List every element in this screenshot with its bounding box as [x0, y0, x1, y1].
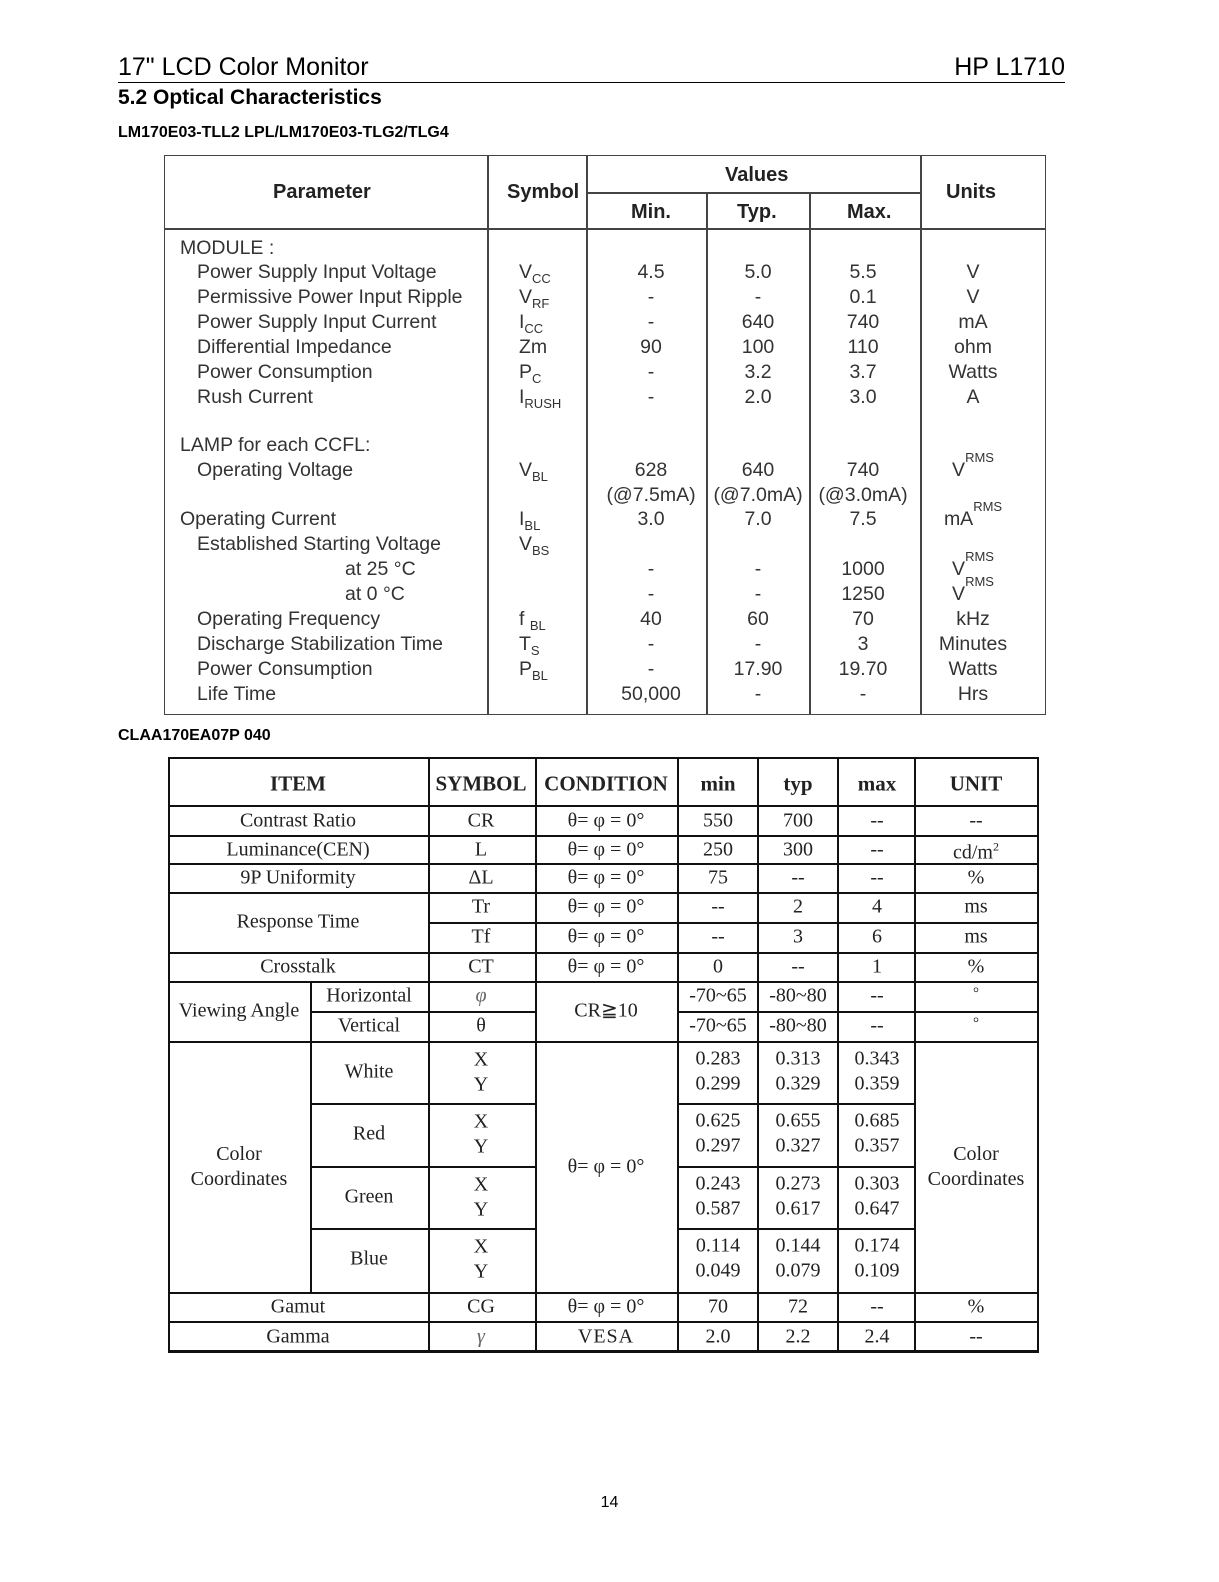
unit-cell: %: [967, 1295, 985, 1318]
parameter-cell: at 25 °C: [345, 558, 416, 580]
min-cell: --: [711, 895, 725, 918]
item-contrast-ratio: Contrast Ratio: [239, 809, 357, 832]
max-y-cell: 0.109: [854, 1259, 900, 1282]
symbol-cell: Zm: [519, 336, 548, 358]
max-cell: 6: [872, 925, 882, 948]
optical-table-lpl: Parameter Symbol Values Min. Typ. Max. Units MODULE : Power Supply Input Voltage $V_{CC}$ 4.5 5.0 5.5 V Permissive Power Input Ripple $V_{RF}$ - - 0.1 V Power Supply Input Current $I_{CC}$ - 640 740 mA Differential Impedance Zm 90 100 110 ohm Power Consumption $P_C$ - 3.2 3.7 Watts Rush Current $I_{RUSH}$ - 2.0 3.0 A LAMP for each CCFL: Operating Voltage $V_{BL}$ 628 640 740 V RMS (@7.5mA) (@7.0mA) (@3.0mA) Operating Current $I_{BL}$ 3.0 7.0 7.5 mA RMS Established Starting Voltage $V_{BS}$ at 25 °C - - 1000 V RMS at 0 °C - - 1250 V RMS Operating Frequency f $_{BL}$ 40 60 70 kHz Discharge Stabilization Time $T_S$ - - 3 Minutes Power Consumption $P_{BL}$ - 17.90 19.70 Watts Life Time 50,000 - - Hrs: [164, 155, 1046, 715]
max-y-cell: 0.359: [854, 1072, 900, 1095]
symbol-cell: $P_C$: [519, 361, 542, 386]
header-symbol: SYMBOL: [435, 771, 527, 796]
typ-cell: --: [791, 955, 805, 978]
symbol-cell: CT: [468, 955, 494, 978]
page-number: 14: [600, 1494, 619, 1511]
header-typ: typ: [783, 771, 813, 796]
sub-item-horizontal: Horizontal: [326, 984, 412, 1007]
min-cell: --: [711, 925, 725, 948]
min-y-cell: 0.299: [695, 1072, 741, 1095]
condition-cell: θ= φ = 0°: [567, 809, 645, 832]
symbol-y: Y: [473, 1198, 489, 1221]
min-cell: 70: [708, 1295, 728, 1318]
unit-cell: °: [973, 985, 979, 1002]
condition-cell: θ= φ = 0°: [567, 866, 645, 889]
min-cell: 550: [703, 809, 733, 832]
parameter-cell: Discharge Stabilization Time: [197, 633, 444, 655]
condition-cell: θ= φ = 0°: [567, 895, 645, 918]
min-y-cell: 0.049: [695, 1259, 741, 1282]
max-cell: 4: [872, 895, 882, 918]
min-x-cell: 0.243: [695, 1172, 741, 1195]
max-cell: --: [870, 984, 884, 1007]
typ-y-cell: 0.617: [775, 1197, 821, 1220]
item-crosstalk: Crosstalk: [260, 955, 336, 978]
unit-cell: $cd/m^2$: [953, 839, 999, 864]
min-cell: -70~65: [689, 1014, 747, 1037]
symbol-cell: $V_{CC}$: [519, 261, 551, 286]
header-max: max: [857, 771, 897, 796]
symbol-x: X: [473, 1173, 489, 1196]
parameter-cell: at 0 °C: [345, 583, 405, 605]
min-x-cell: 0.283: [695, 1047, 741, 1070]
typ-y-cell: 0.327: [775, 1134, 821, 1157]
symbol-x: X: [473, 1235, 489, 1258]
parameter-cell: Power Consumption: [197, 658, 373, 680]
color-label-blue: Blue: [350, 1247, 388, 1270]
symbol-cell: f $_{BL}$: [519, 608, 546, 633]
unit-cell: --: [969, 809, 983, 832]
symbol-cell: ΔL: [468, 866, 494, 889]
color-label-white: White: [344, 1060, 394, 1083]
max-cell: --: [870, 1014, 884, 1037]
item-gamma: Gamma: [266, 1325, 330, 1348]
symbol-cell: CG: [467, 1295, 495, 1318]
parameter-cell: Power Supply Input Voltage: [197, 261, 437, 283]
item-gamut: Gamut: [270, 1295, 326, 1318]
typ-y-cell: 0.079: [775, 1259, 821, 1282]
header-condition: CONDITION: [544, 771, 668, 796]
symbol-cell: $I_{CC}$: [519, 311, 544, 336]
max-x-cell: 0.343: [854, 1047, 900, 1070]
header-min: Min.: [631, 201, 671, 223]
item-response-time: Response Time: [236, 910, 360, 933]
typ-x-cell: 0.144: [775, 1234, 821, 1257]
condition-cell: θ= φ = 0°: [567, 955, 645, 978]
page-header: [118, 52, 1065, 83]
header-values: Values: [725, 164, 789, 186]
symbol-cell: $I_{BL}$: [519, 508, 541, 533]
symbol-cell: Tf: [471, 925, 491, 948]
parameter-cell: LAMP for each CCFL:: [180, 434, 371, 456]
max-x-cell: 0.303: [854, 1172, 900, 1195]
typ-cell: 72: [788, 1295, 808, 1318]
symbol-x: X: [473, 1048, 489, 1071]
typ-cell: -80~80: [769, 984, 827, 1007]
section-title: 5.2 Optical Characteristics: [118, 86, 382, 109]
typ-x-cell: 0.313: [775, 1047, 821, 1070]
min-cell: -70~65: [689, 984, 747, 1007]
typ-cell: 3: [793, 925, 803, 948]
unit-cell: ms: [964, 895, 988, 918]
symbol-cell: Tr: [471, 895, 491, 918]
condition-cell: VESA: [577, 1325, 635, 1348]
symbol-cell: θ: [476, 1014, 486, 1037]
table2-caption: CLAA170EA07P 040: [118, 727, 271, 744]
item-uniformity: 9P Uniformity: [240, 866, 356, 889]
header-symbol: Symbol: [507, 181, 580, 203]
max-cell: --: [870, 809, 884, 832]
typ-cell: --: [791, 866, 805, 889]
symbol-cell: $T_S$: [519, 633, 540, 658]
min-cell: 2.0: [705, 1325, 731, 1348]
min-x-cell: 0.625: [695, 1109, 741, 1132]
condition-cell: θ= φ = 0°: [567, 925, 645, 948]
symbol-cell: $I_{RUSH}$: [519, 386, 562, 411]
condition-cell: θ= φ = 0°: [567, 1155, 645, 1178]
max-x-cell: 0.174: [854, 1234, 900, 1257]
parameter-cell: Operating Current: [180, 508, 337, 530]
parameter-cell: Operating Voltage: [197, 459, 354, 481]
min-cell: 0: [713, 955, 723, 978]
header-typ: Typ.: [737, 201, 777, 223]
item-luminance: Luminance(CEN): [226, 838, 370, 861]
min-y-cell: 0.297: [695, 1134, 741, 1157]
unit-cell: ms: [964, 925, 988, 948]
symbol-cell: φ: [475, 984, 487, 1007]
parameter-cell: Established Starting Voltage: [197, 533, 441, 555]
typ-cell: 2: [793, 895, 803, 918]
header-min: min: [700, 771, 736, 796]
condition-cell: CR≧10: [574, 999, 638, 1022]
parameter-cell: Differential Impedance: [197, 336, 392, 358]
max-y-cell: 0.357: [854, 1134, 900, 1157]
parameter-cell: Life Time: [197, 683, 277, 705]
header-unit: UNIT: [949, 771, 1003, 796]
min-y-cell: 0.587: [695, 1197, 741, 1220]
symbol-cell: $V_{BS}$: [519, 533, 550, 558]
unit-cell: %: [967, 955, 985, 978]
unit-color-coordinates: Color Coordinates: [927, 1143, 1025, 1190]
sub-item-vertical: Vertical: [337, 1014, 401, 1037]
typ-cell: 300: [783, 838, 813, 861]
symbol-y: Y: [473, 1260, 489, 1283]
min-cell: 75: [708, 866, 728, 889]
max-cell: --: [870, 866, 884, 889]
symbol-cell: CR: [467, 809, 495, 832]
symbol-y: Y: [473, 1135, 489, 1158]
optical-table-claa: [168, 757, 1039, 1352]
min-cell: 250: [703, 838, 733, 861]
parameter-cell: Permissive Power Input Ripple: [197, 286, 463, 308]
symbol-cell: $V_{BL}$: [519, 459, 548, 484]
symbol-x: X: [473, 1110, 489, 1133]
min-x-cell: 0.114: [695, 1234, 741, 1257]
max-cell: --: [870, 1295, 884, 1318]
symbol-cell: $P_{BL}$: [519, 658, 548, 683]
symbol-cell: L: [474, 838, 488, 861]
unit-cell: °: [973, 1015, 979, 1032]
parameter-cell: Rush Current: [197, 386, 313, 408]
color-label-red: Red: [352, 1122, 386, 1145]
max-cell: --: [870, 838, 884, 861]
condition-cell: θ= φ = 0°: [567, 838, 645, 861]
header-parameter: Parameter: [273, 181, 371, 203]
typ-cell: 700: [783, 809, 813, 832]
parameter-cell: Power Consumption: [197, 361, 373, 383]
header-max: Max.: [847, 201, 892, 223]
unit-cell: --: [969, 1325, 983, 1348]
max-y-cell: 0.647: [854, 1197, 900, 1220]
typ-cell: -80~80: [769, 1014, 827, 1037]
max-cell: 2.4: [864, 1325, 890, 1348]
item-color-coordinates: Color Coordinates: [190, 1143, 288, 1190]
header-title: 17" LCD Color Monitor: [118, 53, 369, 81]
header-model: HP L1710: [954, 53, 1065, 81]
table1-caption: LM170E03-TLL2 LPL/LM170E03-TLG2/TLG4: [118, 124, 449, 141]
typ-x-cell: 0.655: [775, 1109, 821, 1132]
condition-cell: θ= φ = 0°: [567, 1295, 645, 1318]
typ-cell: 2.2: [785, 1325, 811, 1348]
unit-cell: %: [967, 866, 985, 889]
symbol-cell: γ: [477, 1325, 485, 1348]
symbol-y: Y: [473, 1073, 489, 1096]
typ-y-cell: 0.329: [775, 1072, 821, 1095]
max-cell: 1: [872, 955, 882, 978]
header-units: Units: [946, 181, 996, 203]
typ-x-cell: 0.273: [775, 1172, 821, 1195]
item-viewing-angle: Viewing Angle: [178, 999, 300, 1022]
parameter-cell: MODULE :: [180, 237, 275, 259]
symbol-cell: $V_{RF}$: [519, 286, 550, 311]
color-label-green: Green: [344, 1185, 394, 1208]
parameter-cell: Operating Frequency: [197, 608, 381, 630]
header-item: ITEM: [269, 771, 327, 796]
max-x-cell: 0.685: [854, 1109, 900, 1132]
parameter-cell: Power Supply Input Current: [197, 311, 437, 333]
